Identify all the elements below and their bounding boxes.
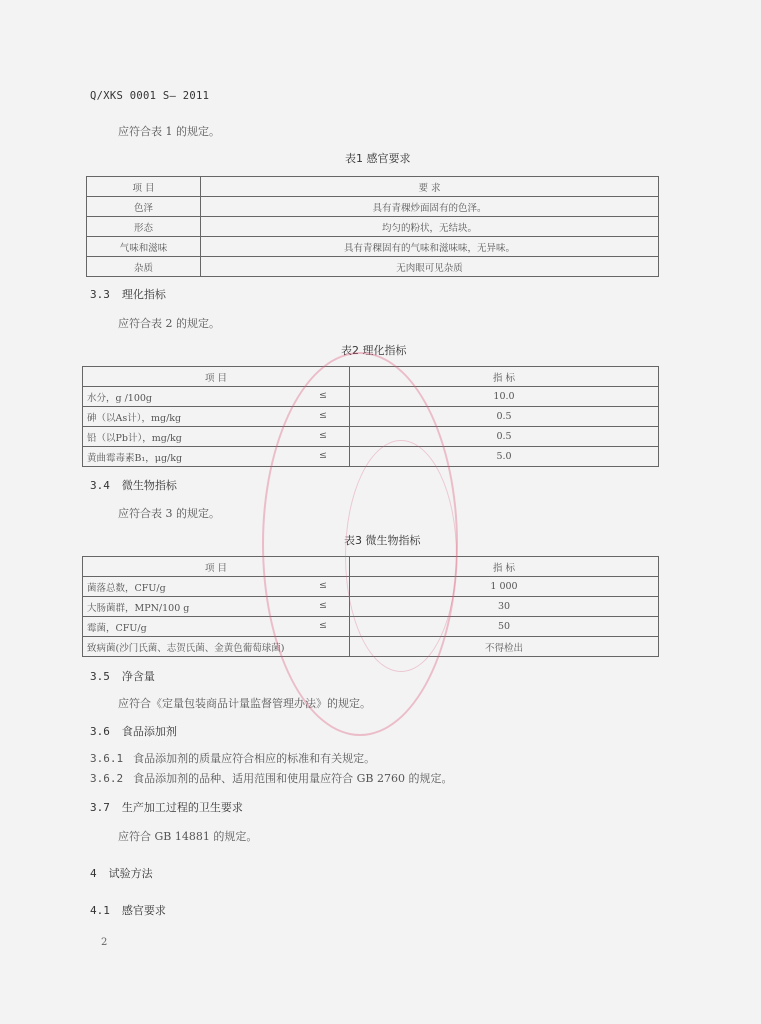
section-3-4-text: 应符合表 3 的规定。 — [118, 507, 220, 520]
column-header: 项 目 — [83, 367, 350, 387]
table-cell: 0.5 — [350, 427, 659, 447]
table-cell: 铅（以Pb计），mg/kg ≤ — [83, 427, 350, 447]
section-3-7-heading: 3.7 生产加工过程的卫生要求 — [90, 801, 243, 814]
section-4-heading: 4 试验方法 — [90, 867, 153, 880]
table-cell: 形态 — [87, 217, 201, 237]
official-seal-inner-ring — [345, 440, 457, 672]
table1 — [86, 176, 659, 277]
table-cell: 10.0 — [350, 387, 659, 407]
column-header: 指 标 — [350, 557, 659, 577]
page-number: 2 — [101, 937, 108, 948]
table-cell: 50 — [350, 617, 659, 637]
table-cell: 黄曲霉毒素B₁，μg/kg ≤ — [83, 447, 350, 467]
table-cell: 霉菌，CFU/g ≤ — [83, 617, 350, 637]
table-cell: 5.0 — [350, 447, 659, 467]
column-header: 项 目 — [87, 177, 201, 197]
table-cell: 1 000 — [350, 577, 659, 597]
table-cell: 不得检出 — [350, 637, 659, 657]
section-3-3-text: 应符合表 2 的规定。 — [118, 317, 220, 330]
table-cell: 色泽 — [87, 197, 201, 217]
table-row — [87, 257, 659, 277]
column-header: 指 标 — [350, 367, 659, 387]
table3-caption: 表3 微生物指标 — [344, 534, 421, 547]
table-cell: 气味和滋味 — [87, 237, 201, 257]
section-3-3-heading: 3.3 理化指标 — [90, 288, 166, 301]
table-cell: 0.5 — [350, 407, 659, 427]
section-3-5-heading: 3.5 净含量 — [90, 670, 155, 683]
section-3-6-heading: 3.6 食品添加剂 — [90, 725, 177, 738]
section-3-5-text: 应符合《定量包装商品计量监督管理办法》的规定。 — [118, 697, 371, 710]
table-cell: 菌落总数，CFU/g ≤ — [83, 577, 350, 597]
paragraph-intro: 应符合表 1 的规定。 — [118, 125, 220, 138]
section-4-1-heading: 4.1 感官要求 — [90, 904, 166, 917]
table-cell: 水分，g /100g ≤ — [83, 387, 350, 407]
table-row — [87, 197, 659, 217]
table-cell: 具有青稞炒面固有的色泽。 — [201, 197, 659, 217]
column-header: 项 目 — [83, 557, 350, 577]
section-3-6-2: 3.6.2 食品添加剂的品种、适用范围和使用量应符合 GB 2760 的规定。 — [90, 772, 453, 785]
table-cell: 杂质 — [87, 257, 201, 277]
table1-caption: 表1 感官要求 — [345, 152, 411, 165]
column-header: 要 求 — [201, 177, 659, 197]
section-3-6-1: 3.6.1 食品添加剂的质量应符合相应的标准和有关规定。 — [90, 752, 376, 765]
table-cell: 致病菌(沙门氏菌、志贺氏菌、金黄色葡萄球菌) — [83, 637, 350, 657]
section-3-4-heading: 3.4 微生物指标 — [90, 479, 177, 492]
table-cell: 具有青稞固有的气味和滋味味，无异味。 — [201, 237, 659, 257]
section-3-7-text: 应符合 GB 14881 的规定。 — [118, 830, 258, 843]
table-cell: 大肠菌群，MPN/100 g ≤ — [83, 597, 350, 617]
table-cell: 砷（以As计），mg/kg ≤ — [83, 407, 350, 427]
table-header-row — [87, 177, 659, 197]
table-cell: 均匀的粉状，无结块。 — [201, 217, 659, 237]
table-row — [87, 217, 659, 237]
table-cell: 30 — [350, 597, 659, 617]
table-cell: 无肉眼可见杂质 — [201, 257, 659, 277]
table-row — [87, 237, 659, 257]
document-code: Q/XKS 0001 S— 2011 — [90, 90, 210, 102]
table2-caption: 表2 理化指标 — [341, 344, 407, 357]
